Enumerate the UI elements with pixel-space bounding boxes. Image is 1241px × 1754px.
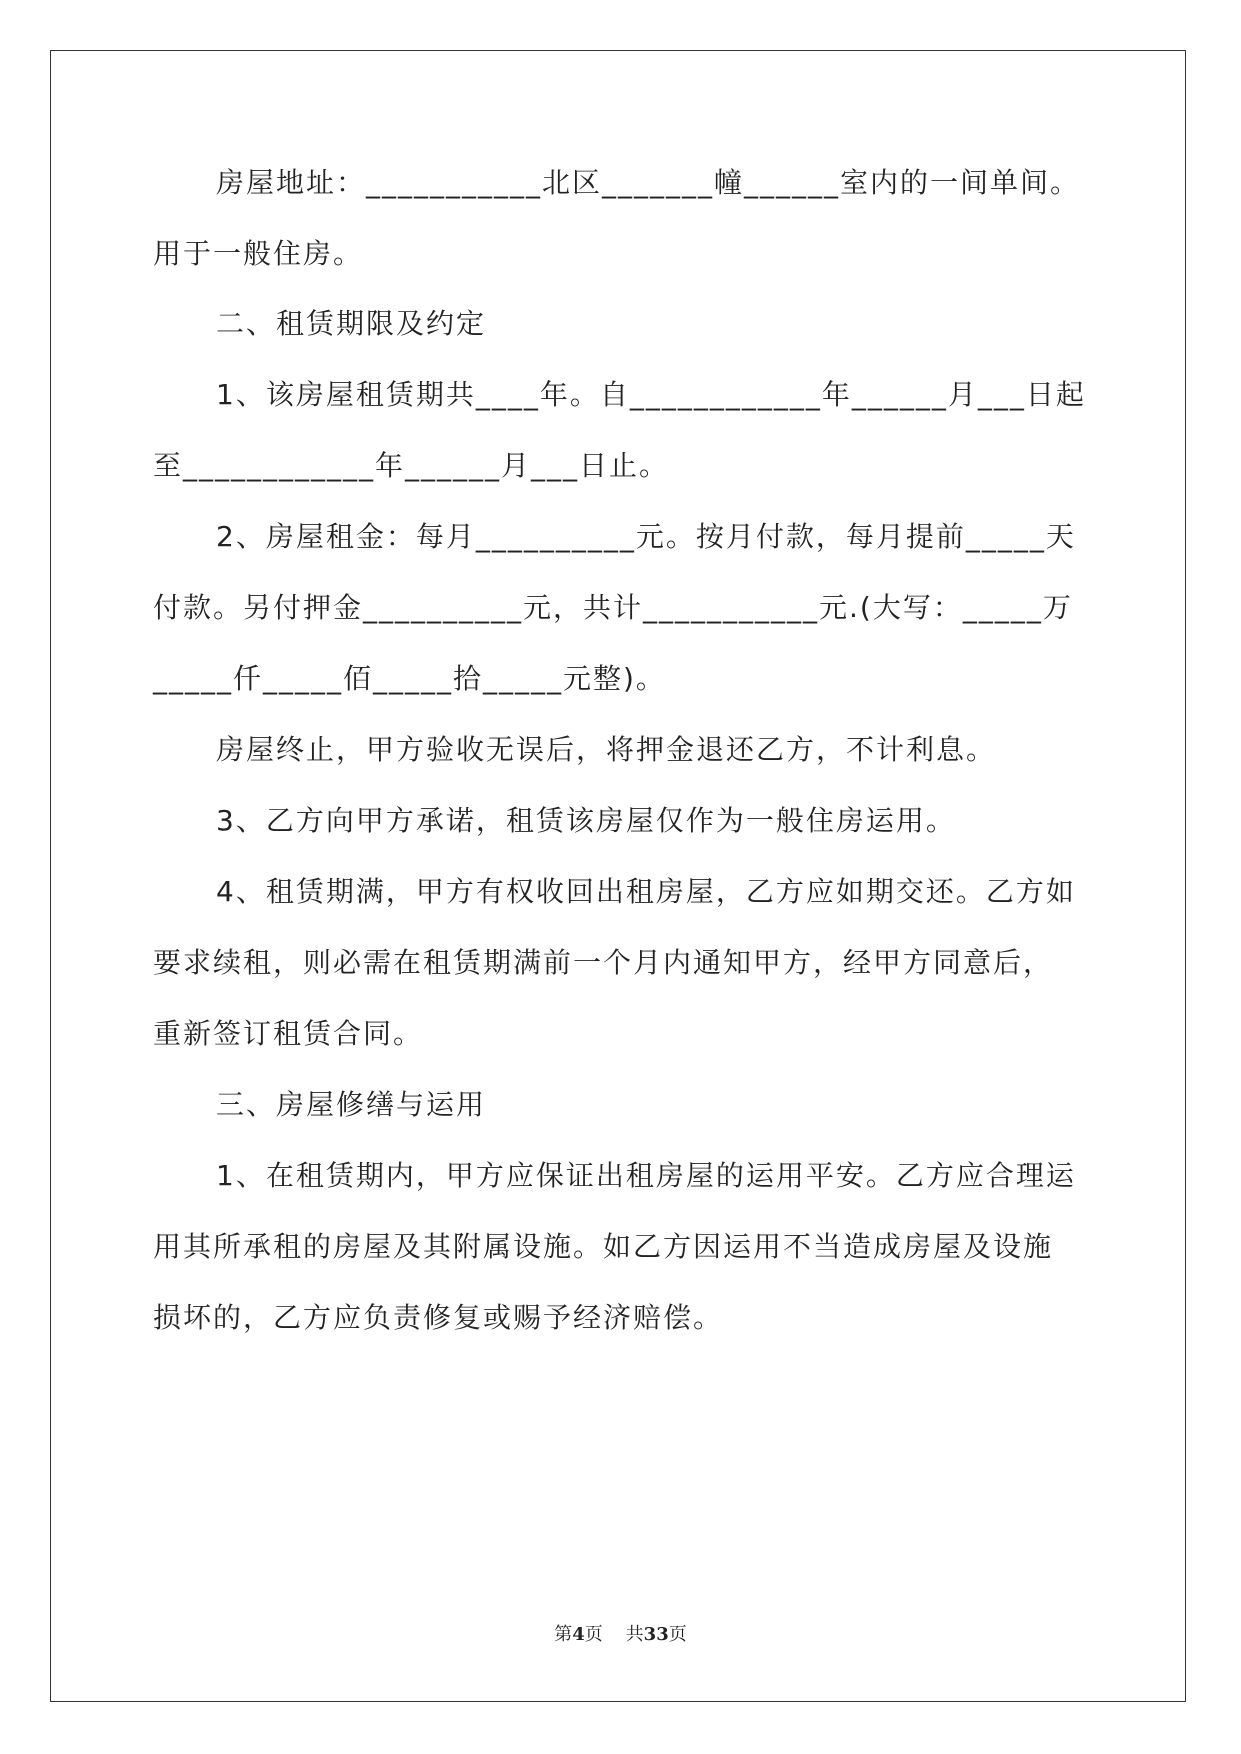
house-address-line: 房屋地址：___________北区_______幢______室内的一间单间。 bbox=[216, 166, 1081, 199]
usage-line: 用于一般住房。 bbox=[153, 237, 364, 270]
repair-clause-1-line-1: 1、在租赁期内，甲方应保证出租房屋的运用平安。乙方应合理运 bbox=[216, 1159, 1076, 1192]
footer-prefix: 第 bbox=[554, 1624, 573, 1645]
clause-1-line-1: 1、该房屋租赁期共____年。自____________年______月___日起 bbox=[216, 378, 1086, 411]
footer-page-suffix: 页 bbox=[584, 1624, 603, 1645]
clause-2-line-2: 付款。另付押金__________元，共计___________元.(大写：_____万 bbox=[153, 591, 1073, 624]
clause-2-line-1: 2、房屋租金：每月__________元。按月付款，每月提前_____天 bbox=[216, 520, 1076, 553]
clause-4-line-3: 重新签订租赁合同。 bbox=[153, 1017, 424, 1050]
repair-clause-1-line-2: 用其所承租的房屋及其附属设施。如乙方因运用不当造成房屋及设施 bbox=[153, 1230, 1054, 1263]
footer-total-prefix: 共 bbox=[625, 1624, 644, 1645]
clause-3-line: 3、乙方向甲方承诺，租赁该房屋仅作为一般住房运用。 bbox=[216, 804, 956, 837]
section-heading-lease-term: 二、租赁期限及约定 bbox=[216, 307, 487, 340]
page-footer bbox=[0, 1623, 1241, 1647]
clause-4-line-1: 4、租赁期满，甲方有权收回出租房屋，乙方应如期交还。乙方如 bbox=[216, 875, 1076, 908]
footer-total-suffix: 页 bbox=[668, 1624, 687, 1645]
footer-total-pages: 33 bbox=[643, 1624, 669, 1645]
section-heading-repair: 三、房屋修缮与运用 bbox=[216, 1088, 487, 1121]
repair-clause-1-line-3: 损坏的，乙方应负责修复或赐予经济赔偿。 bbox=[153, 1301, 724, 1334]
deposit-return-line: 房屋终止，甲方验收无误后，将押金退还乙方，不计利息。 bbox=[216, 733, 997, 766]
clause-1-line-2: 至____________年______月___日止。 bbox=[153, 449, 670, 482]
footer-page-number: 4 bbox=[572, 1624, 585, 1645]
clause-2-line-3: _____仟_____佰_____拾_____元整)。 bbox=[153, 662, 666, 695]
clause-4-line-2: 要求续租，则必需在租赁期满前一个月内通知甲方，经甲方同意后， bbox=[153, 946, 1054, 979]
